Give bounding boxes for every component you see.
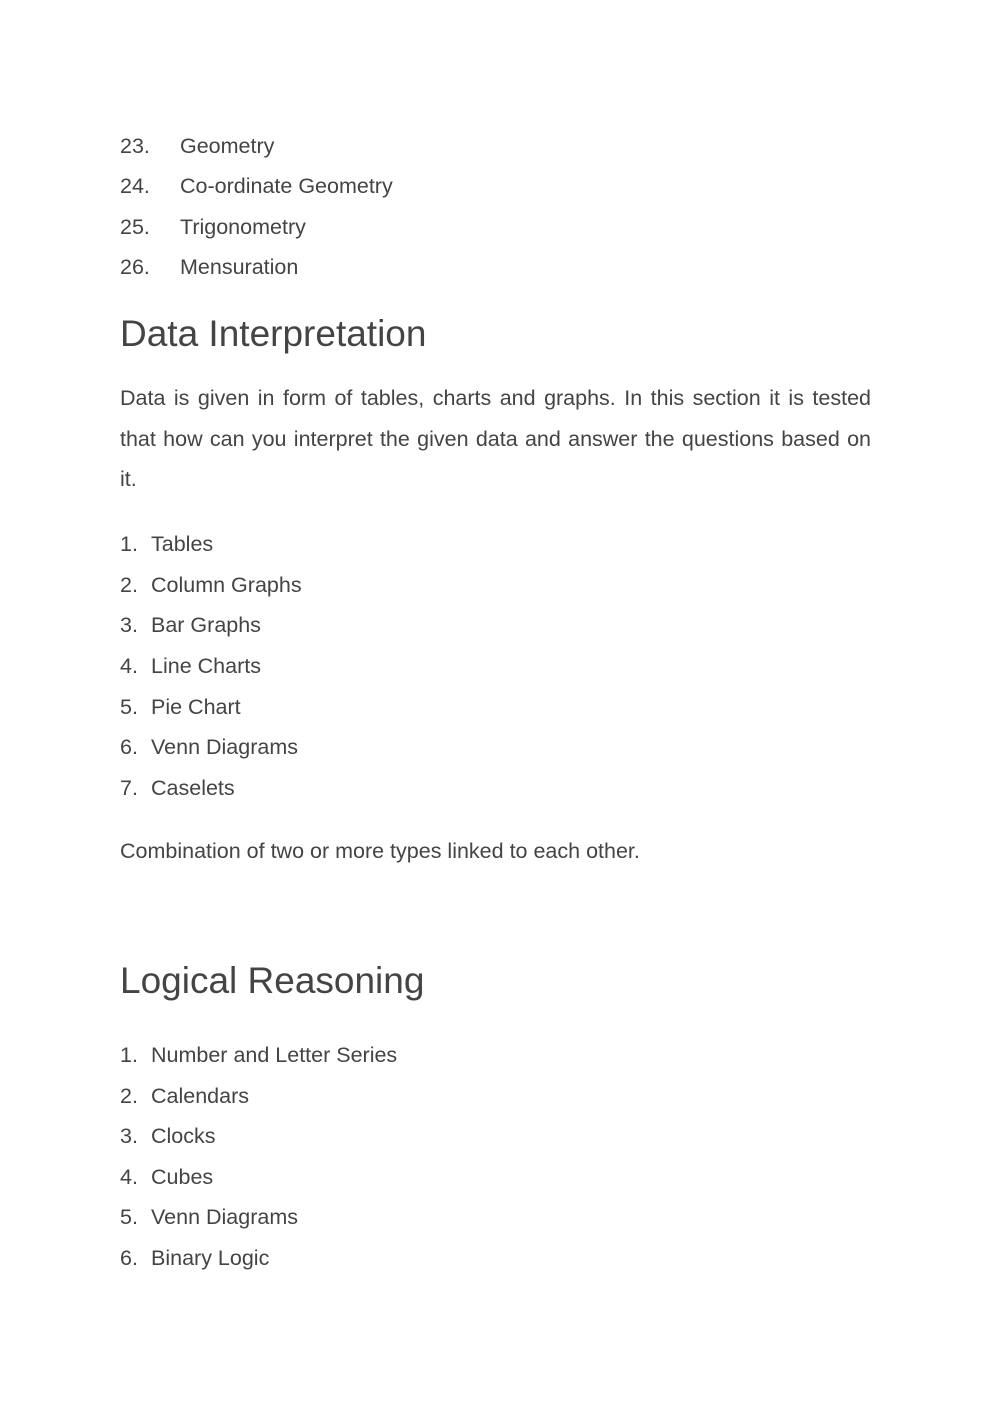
list-number: 6. [120, 1246, 138, 1270]
section-note: Combination of two or more types linked to each other. [120, 839, 640, 863]
list-text: Co-ordinate Geometry [180, 174, 393, 198]
list-text: Binary Logic [151, 1246, 270, 1270]
list-number: 2. [120, 573, 138, 597]
list-text: Tables [151, 532, 214, 556]
list-number: 7. [120, 776, 138, 800]
list-text: Number and Letter Series [151, 1043, 398, 1067]
list-number: 1. [120, 1043, 138, 1067]
list-number: 1. [120, 532, 138, 556]
list-number: 4. [120, 654, 138, 678]
list-number: 26. [120, 255, 150, 279]
list-text: Column Graphs [151, 573, 302, 597]
list-text: Line Charts [151, 654, 261, 678]
list-item [120, 210, 306, 244]
list-item [120, 250, 298, 284]
list-text: Venn Diagrams [151, 735, 298, 759]
list-text: Geometry [180, 134, 275, 158]
list-item [120, 1079, 249, 1113]
list-item [120, 1119, 216, 1153]
list-number: 2. [120, 1084, 138, 1108]
list-item [120, 730, 298, 764]
list-text: Cubes [151, 1165, 214, 1189]
list-item [120, 129, 274, 163]
list-number: 4. [120, 1165, 138, 1189]
list-number: 3. [120, 613, 138, 637]
list-number: 5. [120, 1205, 138, 1229]
list-number: 6. [120, 735, 138, 759]
list-number: 25. [120, 215, 150, 239]
section-paragraph: Data is given in form of tables, charts and graphs. In this section it is tested that how can you interpret the given data and answer the questions based on it. [120, 386, 871, 492]
list-number: 24. [120, 174, 150, 198]
list-item [120, 1160, 213, 1194]
list-item [120, 771, 235, 805]
list-item [120, 527, 213, 561]
list-text: Pie Chart [151, 695, 241, 719]
list-text: Bar Graphs [151, 613, 261, 637]
list-text: Venn Diagrams [151, 1205, 298, 1229]
list-text: Mensuration [180, 255, 299, 279]
list-text: Caselets [151, 776, 235, 800]
list-item [120, 568, 302, 602]
section-heading-logical-reasoning: Logical Reasoning [120, 960, 425, 1001]
list-item [120, 1038, 397, 1072]
list-item [120, 649, 261, 683]
list-number: 3. [120, 1124, 138, 1148]
list-text: Calendars [151, 1084, 249, 1108]
list-item [120, 169, 393, 203]
list-item [120, 1241, 269, 1275]
list-item [120, 608, 261, 642]
section-heading-data-interpretation: Data Interpretation [120, 313, 427, 354]
list-item [120, 1200, 298, 1234]
list-item [120, 690, 241, 724]
list-text: Clocks [151, 1124, 216, 1148]
list-number: 23. [120, 134, 150, 158]
list-number: 5. [120, 695, 138, 719]
list-text: Trigonometry [180, 215, 306, 239]
